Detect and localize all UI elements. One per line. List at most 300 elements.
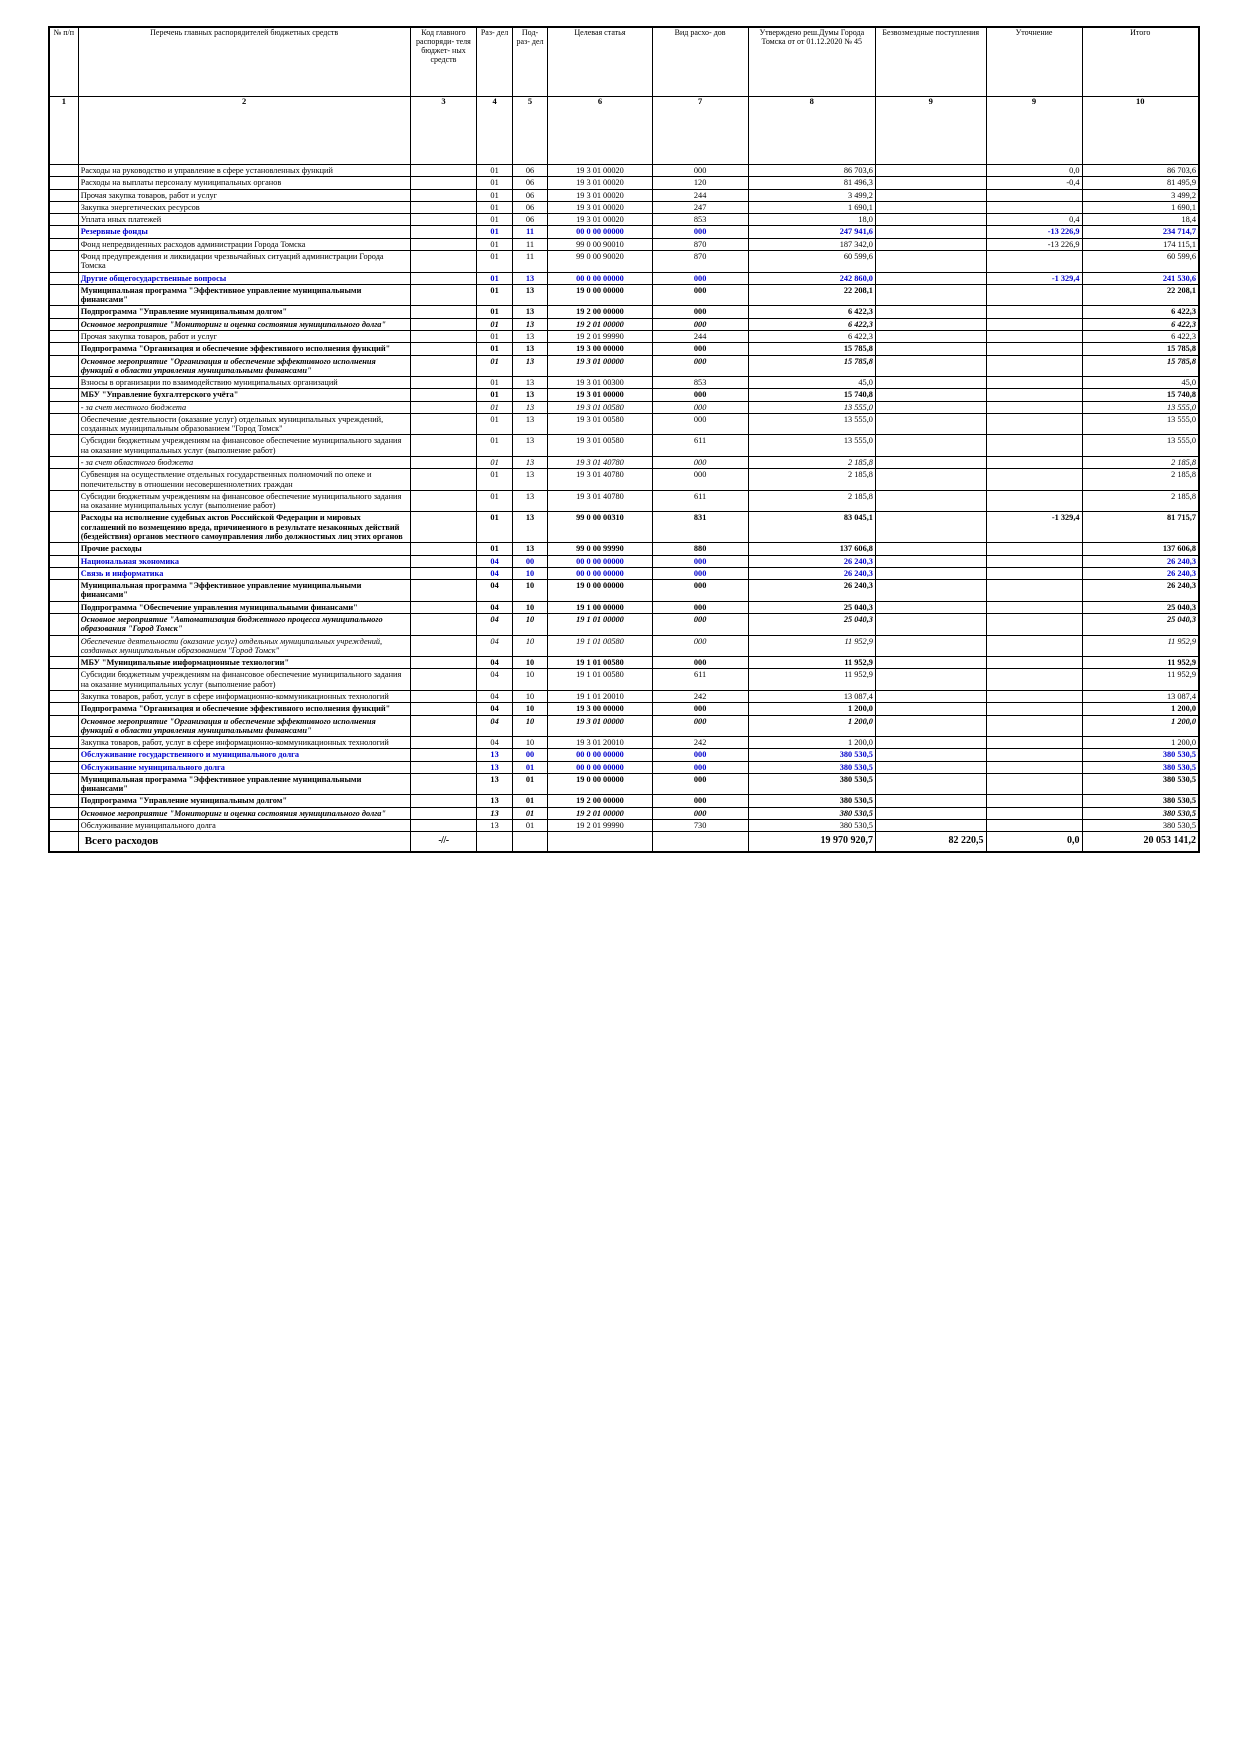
- row-utochnenie: 0,4: [986, 214, 1082, 226]
- table-row: [49, 389, 1199, 401]
- table-row: [49, 567, 1199, 579]
- row-bezvozmezdnye: [875, 165, 986, 177]
- row-code: [410, 389, 477, 401]
- row-label: Прочая закупка товаров, работ и услуг: [78, 189, 410, 201]
- row-statya: 19 3 01 40780: [548, 490, 652, 512]
- row-vid: 000: [652, 457, 748, 469]
- row-code: [410, 669, 477, 691]
- row-utverzhdeno: 26 240,3: [748, 580, 875, 602]
- row-utverzhdeno: 380 530,5: [748, 807, 875, 819]
- row-razdel: 01: [477, 250, 512, 272]
- row-bezvozmezdnye: [875, 601, 986, 613]
- row-itogo: 234 714,7: [1082, 226, 1199, 238]
- row-podrazdel: 13: [512, 284, 547, 306]
- row-itogo: 81 715,7: [1082, 512, 1199, 543]
- table-row: [49, 580, 1199, 602]
- row-statya: 19 0 00 00000: [548, 580, 652, 602]
- row-utochnenie: [986, 567, 1082, 579]
- row-code: [410, 512, 477, 543]
- row-razdel: 01: [477, 284, 512, 306]
- row-itogo: 6 422,3: [1082, 318, 1199, 330]
- row-statya: 19 3 01 00020: [548, 189, 652, 201]
- row-bezvozmezdnye: [875, 555, 986, 567]
- row-razdel: 01: [477, 226, 512, 238]
- row-utochnenie: [986, 749, 1082, 761]
- row-podrazdel: 10: [512, 613, 547, 635]
- row-podrazdel: 06: [512, 165, 547, 177]
- table-row: [49, 749, 1199, 761]
- row-utverzhdeno: 86 703,6: [748, 165, 875, 177]
- row-itogo: 2 185,8: [1082, 457, 1199, 469]
- row-utverzhdeno: 83 045,1: [748, 512, 875, 543]
- row-utverzhdeno: 15 785,8: [748, 343, 875, 355]
- row-vid: 853: [652, 214, 748, 226]
- row-statya: 00 0 00 00000: [548, 567, 652, 579]
- row-statya: 19 1 01 00000: [548, 613, 652, 635]
- row-code: [410, 284, 477, 306]
- row-code: [410, 401, 477, 413]
- row-itogo: 174 115,1: [1082, 238, 1199, 250]
- row-podrazdel: 10: [512, 690, 547, 702]
- row-razdel: 01: [477, 330, 512, 342]
- row-vid: 000: [652, 555, 748, 567]
- row-index: [49, 435, 78, 457]
- row-podrazdel: 11: [512, 238, 547, 250]
- row-vid: 000: [652, 567, 748, 579]
- row-razdel: 04: [477, 737, 512, 749]
- row-itogo: 25 040,3: [1082, 613, 1199, 635]
- row-bezvozmezdnye: [875, 413, 986, 435]
- table-row: [49, 226, 1199, 238]
- row-label: Основное мероприятие "Автоматизация бюджетного процесса муниципального образования "Город Томск": [78, 613, 410, 635]
- row-bezvozmezdnye: [875, 820, 986, 832]
- row-utochnenie: -1 329,4: [986, 512, 1082, 543]
- row-label: Муниципальная программа "Эффективное управление муниципальными финансами": [78, 284, 410, 306]
- row-statya: 19 3 01 00000: [548, 389, 652, 401]
- row-razdel: 01: [477, 377, 512, 389]
- row-utverzhdeno: 26 240,3: [748, 555, 875, 567]
- row-vid: 000: [652, 343, 748, 355]
- row-statya: 19 2 01 00000: [548, 807, 652, 819]
- row-code: [410, 657, 477, 669]
- row-utverzhdeno: 26 240,3: [748, 567, 875, 579]
- row-bezvozmezdnye: [875, 690, 986, 702]
- table-row: [49, 272, 1199, 284]
- row-razdel: 01: [477, 401, 512, 413]
- row-itogo: 1 200,0: [1082, 715, 1199, 737]
- row-bezvozmezdnye: [875, 401, 986, 413]
- budget-table: [48, 26, 1200, 853]
- header-number-row: [49, 97, 1199, 165]
- row-statya: 19 1 01 00580: [548, 657, 652, 669]
- row-podrazdel: 06: [512, 189, 547, 201]
- row-podrazdel: 00: [512, 555, 547, 567]
- table-row: [49, 807, 1199, 819]
- row-vid: 730: [652, 820, 748, 832]
- row-razdel: 13: [477, 773, 512, 795]
- row-utverzhdeno: 187 342,0: [748, 238, 875, 250]
- row-bezvozmezdnye: [875, 330, 986, 342]
- row-razdel: 13: [477, 761, 512, 773]
- row-razdel: 04: [477, 567, 512, 579]
- row-code: [410, 355, 477, 377]
- row-itogo: 380 530,5: [1082, 820, 1199, 832]
- row-itogo: 380 530,5: [1082, 807, 1199, 819]
- row-statya: 19 1 01 20010: [548, 690, 652, 702]
- row-utochnenie: [986, 613, 1082, 635]
- row-index: [49, 580, 78, 602]
- row-utverzhdeno: 11 952,9: [748, 669, 875, 691]
- row-index: [49, 318, 78, 330]
- row-razdel: 01: [477, 272, 512, 284]
- row-statya: 99 0 00 90010: [548, 238, 652, 250]
- row-label: Национальная экономика: [78, 555, 410, 567]
- row-utochnenie: [986, 318, 1082, 330]
- row-index: [49, 284, 78, 306]
- row-razdel: 04: [477, 657, 512, 669]
- row-utverzhdeno: 6 422,3: [748, 318, 875, 330]
- row-utverzhdeno: 380 530,5: [748, 773, 875, 795]
- row-razdel: 04: [477, 601, 512, 613]
- row-code: [410, 690, 477, 702]
- row-code: [410, 318, 477, 330]
- row-vid: 000: [652, 306, 748, 318]
- row-code: [410, 490, 477, 512]
- row-utverzhdeno: 15 785,8: [748, 355, 875, 377]
- row-itogo: 6 422,3: [1082, 330, 1199, 342]
- row-itogo: 15 785,8: [1082, 343, 1199, 355]
- row-label: Закупка энергетических ресурсов: [78, 201, 410, 213]
- header-num-2: 2: [78, 97, 410, 165]
- header-cell-name: Перечень главных распорядителей бюджетных средств: [78, 27, 410, 97]
- row-podrazdel: 13: [512, 469, 547, 491]
- row-label: Субвенция на осуществление отдельных государственных полномочий по опеке и попечительству в отношении несовершеннолетних граждан: [78, 469, 410, 491]
- header-cell-vid: Вид расхо- дов: [652, 27, 748, 97]
- row-bezvozmezdnye: [875, 389, 986, 401]
- row-statya: 19 3 01 00580: [548, 413, 652, 435]
- row-bezvozmezdnye: [875, 189, 986, 201]
- header-num-7: 7: [652, 97, 748, 165]
- row-vid: 000: [652, 284, 748, 306]
- row-utverzhdeno: 45,0: [748, 377, 875, 389]
- row-itogo: 1 200,0: [1082, 737, 1199, 749]
- row-index: [49, 555, 78, 567]
- row-vid: 000: [652, 635, 748, 657]
- row-index: [49, 165, 78, 177]
- row-index: [49, 657, 78, 669]
- table-row: [49, 330, 1199, 342]
- table-row: [49, 343, 1199, 355]
- row-label: Расходы на исполнение судебных актов Российской Федерации и мировых соглашений по возмещению вреда, причиненного в результате незаконных действий (бездействия) органов местного самоуправления либо должностных лиц этих органов: [78, 512, 410, 543]
- row-bezvozmezdnye: [875, 457, 986, 469]
- row-utochnenie: [986, 469, 1082, 491]
- row-label: Другие общегосударственные вопросы: [78, 272, 410, 284]
- row-vid: 611: [652, 490, 748, 512]
- row-razdel: 04: [477, 690, 512, 702]
- row-utochnenie: [986, 401, 1082, 413]
- row-itogo: 380 530,5: [1082, 749, 1199, 761]
- row-index: [49, 343, 78, 355]
- row-razdel: 01: [477, 306, 512, 318]
- header-cell-statya: Целевая статья: [548, 27, 652, 97]
- row-vid: 244: [652, 189, 748, 201]
- row-index: [49, 737, 78, 749]
- row-index: [49, 795, 78, 807]
- row-label: МБУ "Управление бухгалтерского учёта": [78, 389, 410, 401]
- row-utochnenie: 0,0: [986, 165, 1082, 177]
- row-podrazdel: 13: [512, 330, 547, 342]
- row-bezvozmezdnye: [875, 435, 986, 457]
- row-index: [49, 703, 78, 715]
- row-vid: 000: [652, 389, 748, 401]
- row-utochnenie: [986, 457, 1082, 469]
- row-label: Муниципальная программа "Эффективное управление муниципальными финансами": [78, 773, 410, 795]
- row-razdel: 13: [477, 807, 512, 819]
- header-num-8: 8: [748, 97, 875, 165]
- row-index: [49, 635, 78, 657]
- row-code: [410, 555, 477, 567]
- row-index: [49, 201, 78, 213]
- row-itogo: 81 495,9: [1082, 177, 1199, 189]
- row-utverzhdeno: 2 185,8: [748, 457, 875, 469]
- row-utverzhdeno: 380 530,5: [748, 820, 875, 832]
- header-num-9: 9: [875, 97, 986, 165]
- row-razdel: 01: [477, 318, 512, 330]
- row-utochnenie: [986, 330, 1082, 342]
- row-razdel: 13: [477, 795, 512, 807]
- row-razdel: 04: [477, 703, 512, 715]
- row-utochnenie: [986, 189, 1082, 201]
- row-code: [410, 820, 477, 832]
- row-bezvozmezdnye: [875, 580, 986, 602]
- row-index: [49, 189, 78, 201]
- row-label: Подпрограмма "Управление муниципальным долгом": [78, 795, 410, 807]
- row-razdel: 01: [477, 177, 512, 189]
- row-podrazdel: 10: [512, 601, 547, 613]
- row-bezvozmezdnye: [875, 318, 986, 330]
- row-code: [410, 214, 477, 226]
- header-cell-itogo: Итого: [1082, 27, 1199, 97]
- table-row: [49, 543, 1199, 555]
- row-code: [410, 469, 477, 491]
- row-index: [49, 330, 78, 342]
- table-row: [49, 355, 1199, 377]
- row-itogo: 137 606,8: [1082, 543, 1199, 555]
- header-cell-razdel: Раз- дел: [477, 27, 512, 97]
- row-itogo: 86 703,6: [1082, 165, 1199, 177]
- row-itogo: 2 185,8: [1082, 469, 1199, 491]
- row-itogo: 1 200,0: [1082, 703, 1199, 715]
- table-row: [49, 189, 1199, 201]
- row-label: МБУ "Муниципальные информационные технологии": [78, 657, 410, 669]
- row-bezvozmezdnye: [875, 715, 986, 737]
- row-index: [49, 807, 78, 819]
- row-code: [410, 177, 477, 189]
- row-index: [49, 226, 78, 238]
- row-code: [410, 715, 477, 737]
- row-bezvozmezdnye: [875, 214, 986, 226]
- row-code: [410, 773, 477, 795]
- row-razdel: 13: [477, 749, 512, 761]
- row-index: [49, 543, 78, 555]
- header-num-9b: 9: [986, 97, 1082, 165]
- row-code: [410, 250, 477, 272]
- row-razdel: 04: [477, 555, 512, 567]
- row-code: [410, 749, 477, 761]
- row-code: [410, 807, 477, 819]
- row-utverzhdeno: 6 422,3: [748, 330, 875, 342]
- row-utverzhdeno: 1 200,0: [748, 737, 875, 749]
- row-vid: 880: [652, 543, 748, 555]
- row-index: [49, 761, 78, 773]
- row-utochnenie: [986, 737, 1082, 749]
- row-podrazdel: 11: [512, 250, 547, 272]
- row-label: Закупка товаров, работ, услуг в сфере информационно-коммуникационных технологий: [78, 737, 410, 749]
- row-statya: 19 3 00 00000: [548, 703, 652, 715]
- total-code: -//-: [410, 832, 477, 852]
- row-utochnenie: [986, 635, 1082, 657]
- row-code: [410, 601, 477, 613]
- table-row: [49, 820, 1199, 832]
- row-utochnenie: [986, 580, 1082, 602]
- table-row: [49, 703, 1199, 715]
- row-podrazdel: 13: [512, 343, 547, 355]
- row-vid: 000: [652, 165, 748, 177]
- row-itogo: 13 087,4: [1082, 690, 1199, 702]
- row-bezvozmezdnye: [875, 177, 986, 189]
- row-label: Связь и информатика: [78, 567, 410, 579]
- row-statya: 19 2 01 99990: [548, 820, 652, 832]
- row-podrazdel: 01: [512, 773, 547, 795]
- header-num-10: 10: [1082, 97, 1199, 165]
- row-itogo: 25 040,3: [1082, 601, 1199, 613]
- row-label: Расходы на выплаты персоналу муниципальных органов: [78, 177, 410, 189]
- row-utverzhdeno: 13 555,0: [748, 401, 875, 413]
- total-index: [49, 832, 78, 852]
- header-cell-podrazdel: Под- раз- дел: [512, 27, 547, 97]
- row-statya: 19 2 00 00000: [548, 306, 652, 318]
- row-label: Субсидии бюджетным учреждениям на финансовое обеспечение муниципального задания на оказание муниципальных услуг (выполнение работ): [78, 669, 410, 691]
- row-index: [49, 355, 78, 377]
- table-row: [49, 512, 1199, 543]
- row-razdel: 04: [477, 669, 512, 691]
- row-bezvozmezdnye: [875, 284, 986, 306]
- table-row: [49, 284, 1199, 306]
- row-index: [49, 567, 78, 579]
- row-utverzhdeno: 1 200,0: [748, 715, 875, 737]
- row-razdel: 01: [477, 457, 512, 469]
- row-code: [410, 226, 477, 238]
- row-bezvozmezdnye: [875, 635, 986, 657]
- row-vid: 000: [652, 749, 748, 761]
- row-bezvozmezdnye: [875, 250, 986, 272]
- row-statya: 19 3 00 00000: [548, 343, 652, 355]
- row-itogo: 11 952,9: [1082, 635, 1199, 657]
- row-utochnenie: [986, 250, 1082, 272]
- row-label: Закупка товаров, работ, услуг в сфере информационно-коммуникационных технологий: [78, 690, 410, 702]
- row-label: Расходы на руководство и управление в сфере установленных функций: [78, 165, 410, 177]
- row-bezvozmezdnye: [875, 543, 986, 555]
- row-utochnenie: [986, 555, 1082, 567]
- row-utverzhdeno: 60 599,6: [748, 250, 875, 272]
- row-utverzhdeno: 1 200,0: [748, 703, 875, 715]
- row-podrazdel: 13: [512, 355, 547, 377]
- row-itogo: 15 740,8: [1082, 389, 1199, 401]
- row-utochnenie: [986, 761, 1082, 773]
- row-podrazdel: 13: [512, 490, 547, 512]
- row-statya: 19 3 01 00000: [548, 715, 652, 737]
- row-vid: 000: [652, 272, 748, 284]
- row-itogo: 6 422,3: [1082, 306, 1199, 318]
- row-statya: 00 0 00 00000: [548, 761, 652, 773]
- row-vid: 000: [652, 401, 748, 413]
- row-vid: 242: [652, 690, 748, 702]
- row-index: [49, 690, 78, 702]
- row-podrazdel: 13: [512, 318, 547, 330]
- row-itogo: 13 555,0: [1082, 401, 1199, 413]
- total-statya: [548, 832, 652, 852]
- row-vid: 611: [652, 669, 748, 691]
- row-statya: 19 2 01 99990: [548, 330, 652, 342]
- row-index: [49, 413, 78, 435]
- row-index: [49, 820, 78, 832]
- row-statya: 99 0 00 99990: [548, 543, 652, 555]
- row-statya: 19 3 01 00020: [548, 165, 652, 177]
- row-label: Фонд непредвиденных расходов администрации Города Томска: [78, 238, 410, 250]
- row-code: [410, 272, 477, 284]
- table-row: [49, 490, 1199, 512]
- row-utverzhdeno: 81 496,3: [748, 177, 875, 189]
- row-itogo: 1 690,1: [1082, 201, 1199, 213]
- row-itogo: 2 185,8: [1082, 490, 1199, 512]
- row-label: Прочая закупка товаров, работ и услуг: [78, 330, 410, 342]
- row-bezvozmezdnye: [875, 749, 986, 761]
- row-bezvozmezdnye: [875, 469, 986, 491]
- row-code: [410, 703, 477, 715]
- table-row: [49, 214, 1199, 226]
- table-row: [49, 457, 1199, 469]
- header-num-6: 6: [548, 97, 652, 165]
- row-utverzhdeno: 13 555,0: [748, 435, 875, 457]
- total-vid: [652, 832, 748, 852]
- table-row: [49, 601, 1199, 613]
- row-label: Основное мероприятие "Мониторинг и оценка состояния муниципального долга": [78, 318, 410, 330]
- row-itogo: 380 530,5: [1082, 773, 1199, 795]
- row-utverzhdeno: 242 860,0: [748, 272, 875, 284]
- row-bezvozmezdnye: [875, 201, 986, 213]
- row-razdel: 13: [477, 820, 512, 832]
- row-utochnenie: [986, 306, 1082, 318]
- row-code: [410, 613, 477, 635]
- row-vid: 831: [652, 512, 748, 543]
- row-statya: 00 0 00 00000: [548, 555, 652, 567]
- row-vid: 000: [652, 773, 748, 795]
- row-razdel: 01: [477, 355, 512, 377]
- row-vid: 000: [652, 761, 748, 773]
- row-podrazdel: 13: [512, 543, 547, 555]
- row-statya: 19 3 01 40780: [548, 469, 652, 491]
- table-row: [49, 795, 1199, 807]
- row-bezvozmezdnye: [875, 761, 986, 773]
- row-index: [49, 601, 78, 613]
- row-podrazdel: 13: [512, 457, 547, 469]
- row-podrazdel: 13: [512, 401, 547, 413]
- table-row: [49, 377, 1199, 389]
- row-podrazdel: 10: [512, 567, 547, 579]
- row-index: [49, 469, 78, 491]
- row-vid: 120: [652, 177, 748, 189]
- row-podrazdel: 01: [512, 807, 547, 819]
